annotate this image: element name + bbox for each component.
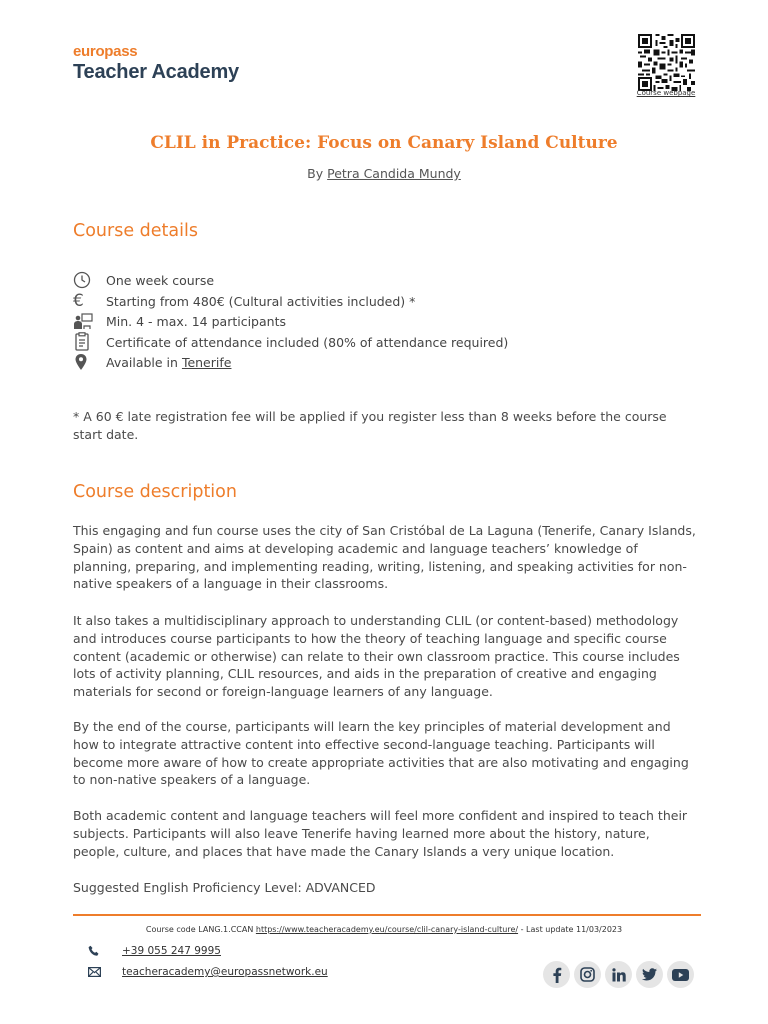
duration-text: One week course xyxy=(106,272,215,288)
price-text: Starting from 480€ (Cultural activities included) * xyxy=(106,293,416,309)
participants-icon xyxy=(73,311,95,331)
euro-icon: € xyxy=(73,291,84,311)
by-prefix: By xyxy=(307,166,324,181)
detail-location xyxy=(73,352,231,372)
detail-certificate xyxy=(73,332,508,352)
contact-phone xyxy=(88,945,221,957)
logo-europass-text: europass xyxy=(73,43,138,60)
last-update: - Last update 11/03/2023 xyxy=(520,925,623,934)
europass-logo[interactable] xyxy=(73,44,239,84)
twitter-icon[interactable] xyxy=(636,961,663,988)
facebook-icon[interactable] xyxy=(543,961,570,988)
detail-participants xyxy=(73,311,286,331)
location-link[interactable]: Tenerife xyxy=(181,354,232,370)
linkedin-icon[interactable] xyxy=(605,961,632,988)
description-paragraph: This engaging and fun course uses the city of San Cristóbal de La Laguna (Tenerife, Canary Islands, Spain) as content and aims at developing academic and language teachers’ knowledge of planning, preparing, and implementing reading, writing, listening, and speaking activities for non-native speakers of a language in their classrooms. xyxy=(73,523,696,592)
course-url-link[interactable]: https://www.teacheracademy.eu/course/clil-canary-island-culture/ xyxy=(255,925,519,934)
footer-meta xyxy=(0,925,768,934)
qr-caption[interactable]: Course webpage xyxy=(636,89,696,97)
participants-text: Min. 4 - max. 14 participants xyxy=(106,313,286,329)
author-link[interactable]: Petra Candida Mundy xyxy=(327,166,461,181)
course-description-heading: Course description xyxy=(73,482,237,502)
logo-teacher-academy-text: Teacher Academy xyxy=(73,61,239,83)
clock-icon xyxy=(73,270,95,290)
contact-email xyxy=(88,966,328,978)
phone-icon xyxy=(88,945,102,957)
social-links xyxy=(543,961,694,988)
detail-price xyxy=(73,291,415,311)
description-paragraph: Both academic content and language teachers will feel more confident and inspired to teach their subjects. Participants will also leave Tenerife having learned more about the history, nature, people, culture, and places that have made the Canary Islands a very unique location. xyxy=(73,808,688,859)
description-paragraph: By the end of the course, participants will learn the key principles of material development and how to integrate attractive content into effective second-language teaching. Participants will become more aware of how to create appropriate activities that are also motivating and engaging to non-native speakers of a language. xyxy=(73,719,689,788)
envelope-icon xyxy=(88,967,102,977)
certificate-text: Certificate of attendance included (80% of attendance required) xyxy=(106,334,509,350)
instagram-icon[interactable] xyxy=(574,961,601,988)
footer-divider xyxy=(73,914,701,916)
email-address[interactable]: teacheracademy@europassnetwork.eu xyxy=(122,966,328,978)
course-code: Course code LANG.1.CCAN xyxy=(145,925,254,934)
phone-number[interactable]: +39 055 247 9995 xyxy=(122,945,221,957)
qr-code[interactable] xyxy=(638,34,695,91)
location-pin-icon xyxy=(73,352,95,372)
description-paragraph: It also takes a multidisciplinary approach to understanding CLIL (or content-based) methodology and introduces course participants to how the theory of teaching language and specific course content (academic or otherwise) can relate to their own classroom practice. This course includes lots of activity planning, CLIL resources, and aids in the preparation of creative and engaging materials for second or foreign-language learners of any language. xyxy=(73,613,680,700)
youtube-icon[interactable] xyxy=(667,961,694,988)
byline xyxy=(0,166,768,181)
detail-duration xyxy=(73,270,214,290)
location-prefix: Available in xyxy=(106,354,178,370)
late-fee-footnote: * A 60 € late registration fee will be applied if you register less than 8 weeks before the course start date. xyxy=(73,409,667,442)
course-details-heading: Course details xyxy=(73,221,198,241)
certificate-icon xyxy=(73,332,95,352)
course-title: CLIL in Practice: Focus on Canary Island Culture xyxy=(150,133,618,153)
location-text xyxy=(106,355,231,370)
proficiency-level: Suggested English Proficiency Level: ADVANCED xyxy=(73,880,376,895)
